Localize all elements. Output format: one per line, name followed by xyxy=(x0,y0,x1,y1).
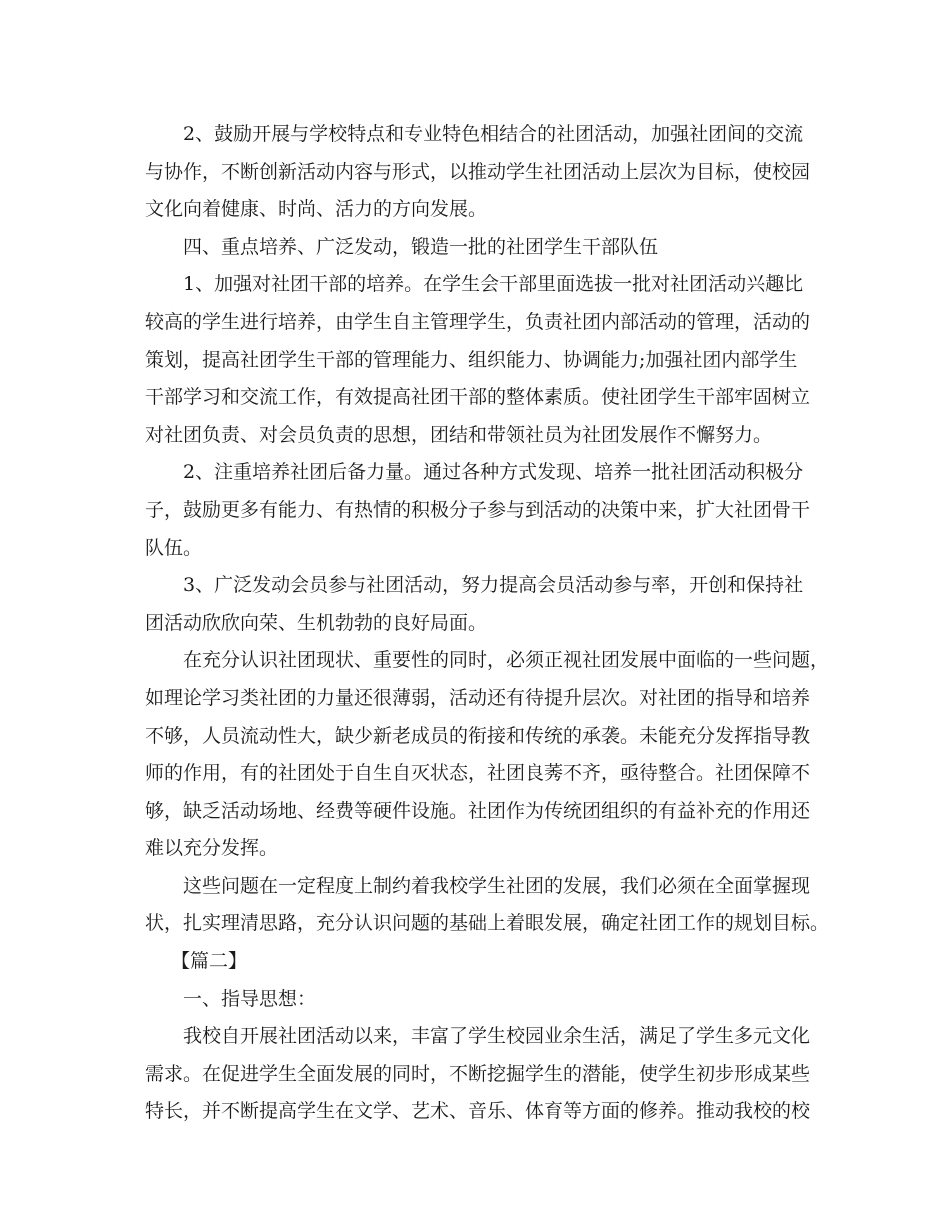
paragraph-line: 2、鼓励开展与学校特点和专业特色相结合的社团活动，加强社团间的交流 xyxy=(183,123,804,145)
paragraph-line: 1、加强对社团干部的培养。在学生会干部里面选拔一批对社团活动兴趣比 xyxy=(183,273,804,296)
paragraph-line: 特长，并不断提高学生在文学、艺术、音乐、体育等方面的修养。推动我校的校 xyxy=(145,1100,811,1123)
paragraph-line: 师的作用，有的社团处于自生自灭状态，社团良莠不齐，亟待整合。社团保障不 xyxy=(145,762,811,785)
paragraph-line: 不够，人员流动性大，缺少新老成员的衔接和传统的承袭。未能充分发挥指导教 xyxy=(145,724,811,747)
paragraph-line: 队伍。 xyxy=(145,536,203,559)
paragraph-line: 子，鼓励更多有能力、有热情的积极分子参与到活动的决策中来，扩大社团骨干 xyxy=(145,498,811,521)
paragraph-line: 对社团负责、对会员负责的思想，团结和带领社员为社团发展作不懈努力。 xyxy=(145,423,773,446)
paragraph-line: 与协作，不断创新活动内容与形式，以推动学生社团活动上层次为目标，使校园 xyxy=(145,160,811,183)
paragraph-line: 干部学习和交流工作，有效提高社团干部的整体素质。使社团学生干部牢固树立 xyxy=(145,386,811,409)
paragraph-line: 状，扎实理清思路，充分认识问题的基础上着眼发展，确定社团工作的规划目标。 xyxy=(145,912,830,935)
paragraph-line: 文化向着健康、时尚、活力的方向发展。 xyxy=(145,198,488,221)
document-body xyxy=(145,116,830,1131)
paragraph-line: 在充分认识社团现状、重要性的同时，必须正视社团发展中面临的一些问题， xyxy=(183,649,830,672)
paragraph-line: 策划，提高社团学生干部的管理能力、组织能力、协调能力;加强社团内部学生 xyxy=(145,348,798,371)
paragraph-line: 3、广泛发动会员参与社团活动，努力提高会员活动参与率，开创和保持社 xyxy=(183,574,804,597)
part-heading: 【篇二】 xyxy=(171,950,248,973)
paragraph-line: 我校自开展社团活动以来，丰富了学生校园业余生活，满足了学生多元文化 xyxy=(183,1025,811,1048)
paragraph-line: 较高的学生进行培养，由学生自主管理学生，负责社团内部活动的管理，活动的 xyxy=(145,310,811,333)
paragraph-line: 团活动欣欣向荣、生机勃勃的良好局面。 xyxy=(145,611,488,634)
section-heading: 一、指导思想： xyxy=(183,987,317,1010)
paragraph-line: 需求。在促进学生全面发展的同时，不断挖掘学生的潜能，使学生初步形成某些 xyxy=(145,1062,811,1085)
paragraph-line: 2、注重培养社团后备力量。通过各种方式发现、培养一批社团活动积极分 xyxy=(183,461,804,484)
paragraph-line: 难以充分发挥。 xyxy=(145,837,279,860)
paragraph-line: 如理论学习类社团的力量还很薄弱，活动还有待提升层次。对社团的指导和培养 xyxy=(145,686,811,709)
paragraph-line: 这些问题在一定程度上制约着我校学生社团的发展，我们必须在全面掌握现 xyxy=(183,874,811,897)
paragraph-line: 够，缺乏活动场地、经费等硬件设施。社团作为传统团组织的有益补充的作用还 xyxy=(145,799,811,822)
section-heading: 四、重点培养、广泛发动，锻造一批的社团学生干部队伍 xyxy=(183,235,659,258)
